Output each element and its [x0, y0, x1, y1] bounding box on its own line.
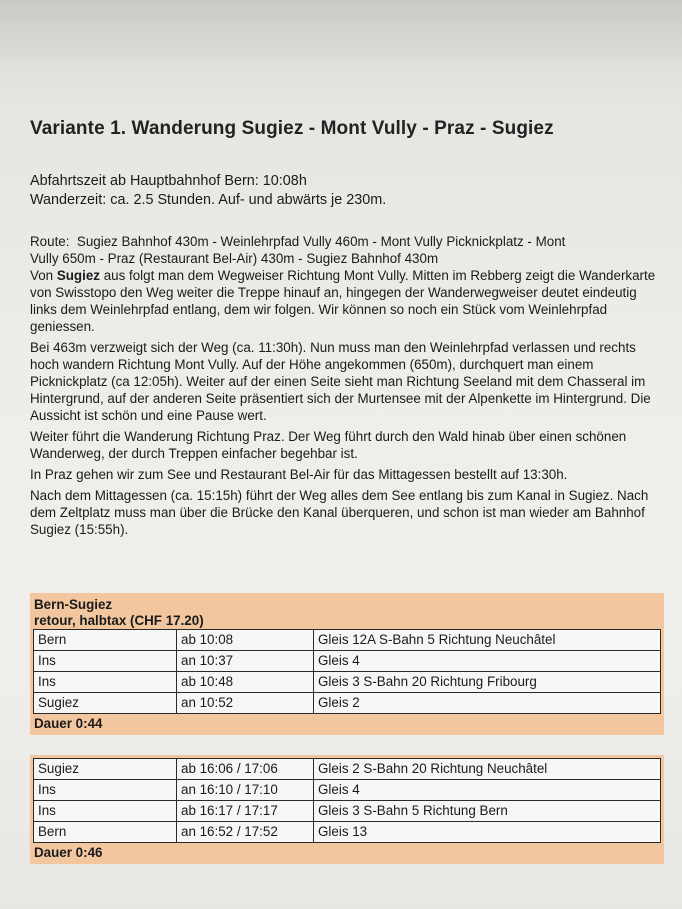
table-row — [34, 780, 661, 801]
table-row — [34, 630, 661, 651]
time-cell: ab 10:08 — [177, 630, 314, 651]
paragraph-2: Bei 463m verzweigt sich der Weg (ca. 11:30h). Nun muss man den Weinlehrpfad verlassen und rechts hoch wandern Richtung Mont Vully. Auf der Höhe angekommen (650m), durchquert man einem Picknickplatz (ca 12:05h). Weiter auf der einen Seite sieht man Richtung Seeland mit dem Chasseral im Hintergrund, auf der anderen Seite präsentiert sich der Murtensee mit der Alpenkette im Hintergrund. Die Aussicht ist schön und eine Pause wert. — [30, 340, 651, 423]
schedule-outbound — [30, 593, 664, 735]
station-cell: Sugiez — [34, 693, 177, 714]
departure-time: Abfahrtszeit ab Hauptbahnhof Bern: 10:08h — [30, 173, 307, 189]
platform-cell: Gleis 4 — [314, 780, 661, 801]
table-row — [34, 822, 661, 843]
paragraph-1-bold: Sugiez — [56, 268, 100, 283]
table-row — [34, 672, 661, 693]
platform-cell: Gleis 12A S-Bahn 5 Richtung Neuchâtel — [314, 630, 661, 651]
table-row — [34, 693, 661, 714]
table-row — [34, 801, 661, 822]
paragraph-5: Nach dem Mittagessen (ca. 15:15h) führt der Weg alles dem See entlang bis zum Kanal in Sugiez. Nach dem Zeltplatz muss man über die Brücke den Kanal überqueren, und schon ist man wieder am Bahnhof Sugiez (15:55h). — [30, 488, 649, 537]
station-cell: Bern — [34, 822, 177, 843]
time-cell: ab 16:17 / 17:17 — [177, 801, 314, 822]
schedule-outbound-table — [33, 629, 661, 714]
paragraph-4: In Praz gehen wir zum See und Restaurant Bel-Air für das Mittagessen bestellt auf 13:30h. — [30, 467, 568, 482]
platform-cell: Gleis 2 — [314, 693, 661, 714]
station-cell: Ins — [34, 672, 177, 693]
platform-cell: Gleis 2 S-Bahn 20 Richtung Neuchâtel — [314, 759, 661, 780]
station-cell: Ins — [34, 651, 177, 672]
schedule-return — [30, 755, 664, 864]
trip-meta — [30, 172, 660, 210]
platform-cell: Gleis 4 — [314, 651, 661, 672]
page-fold-shadow — [0, 0, 682, 70]
hiking-duration: Wanderzeit: ca. 2.5 Stunden. Auf- und abwärts je 230m. — [30, 192, 387, 208]
paragraph-1-prefix: Von — [30, 268, 57, 283]
platform-cell: Gleis 3 S-Bahn 20 Richtung Fribourg — [314, 672, 661, 693]
time-cell: an 10:37 — [177, 651, 314, 672]
time-cell: ab 10:48 — [177, 672, 314, 693]
station-cell: Ins — [34, 780, 177, 801]
paragraph-1-text: aus folgt man dem Wegweiser Richtung Mont Vully. Mitten im Rebberg zeigt die Wanderkarte von Swisstopo den Weg weiter die Treppe hinauf an, hingegen der Wanderwegweiser deutet eindeutig links dem Weinlehrpfad entlang, dem wir folgen. Wir können so noch ein Stück vom Weinlehrpfad geniessen. — [30, 268, 656, 334]
document-title: Variante 1. Wanderung Sugiez - Mont Vully - Praz - Sugiez — [30, 118, 554, 139]
table-row — [34, 759, 661, 780]
time-cell: an 16:52 / 17:52 — [177, 822, 314, 843]
schedule-outbound-fare: retour, halbtax (CHF 17.20) — [34, 613, 204, 628]
route-description — [30, 233, 660, 267]
time-cell: an 10:52 — [177, 693, 314, 714]
table-row — [34, 651, 661, 672]
paragraph-1 — [30, 267, 660, 335]
paragraph-3: Weiter führt die Wanderung Richtung Praz. Der Weg führt durch den Wald hinab über einen schönen Wanderweg, der durch Treppen einfacher begehbar ist. — [30, 429, 627, 461]
schedule-return-duration: Dauer 0:46 — [34, 845, 103, 860]
route-line-2: Vully 650m - Praz (Restaurant Bel-Air) 430m - Sugiez Bahnhof 430m — [30, 251, 439, 266]
schedule-outbound-title: Bern-Sugiez — [34, 597, 113, 612]
schedule-outbound-duration: Dauer 0:44 — [34, 716, 103, 731]
document-body — [30, 118, 660, 538]
time-cell: ab 16:06 / 17:06 — [177, 759, 314, 780]
platform-cell: Gleis 13 — [314, 822, 661, 843]
route-line-1: Route: Sugiez Bahnhof 430m - Weinlehrpfad Vully 460m - Mont Vully Picknickplatz - Mont — [30, 234, 566, 249]
station-cell: Ins — [34, 801, 177, 822]
platform-cell: Gleis 3 S-Bahn 5 Richtung Bern — [314, 801, 661, 822]
time-cell: an 16:10 / 17:10 — [177, 780, 314, 801]
schedule-return-table — [33, 758, 661, 843]
station-cell: Bern — [34, 630, 177, 651]
station-cell: Sugiez — [34, 759, 177, 780]
